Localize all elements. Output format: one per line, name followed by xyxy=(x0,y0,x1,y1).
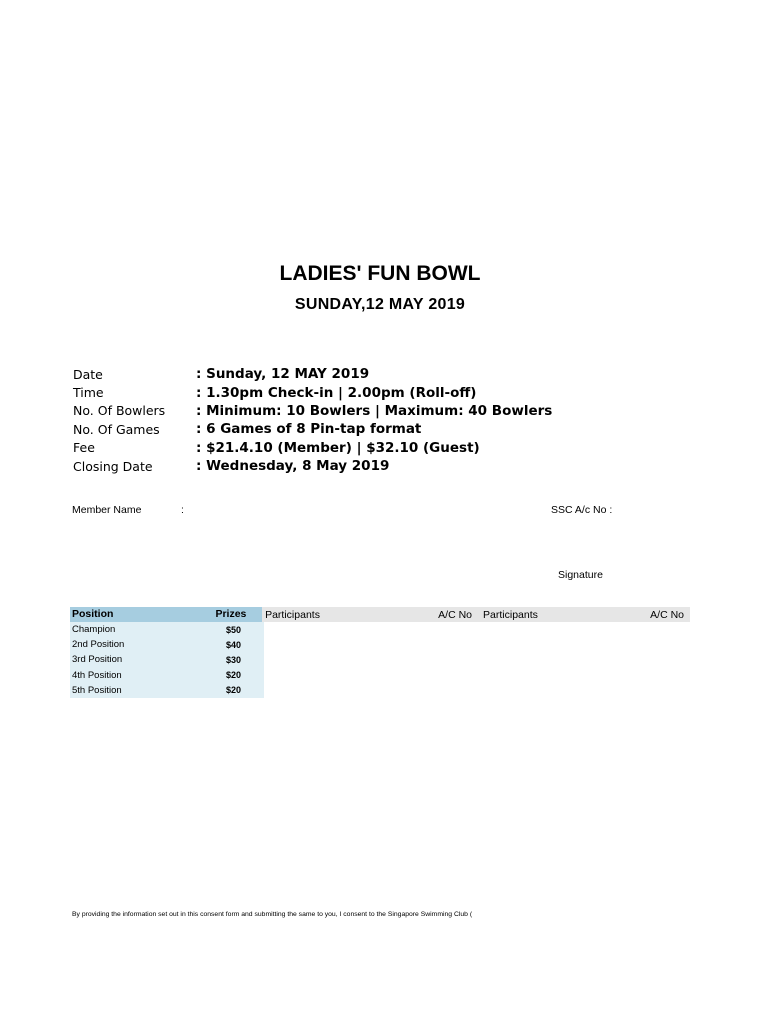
prize-cell: $20 xyxy=(225,685,242,696)
prize-cell: $40 xyxy=(225,639,242,650)
table-row xyxy=(70,652,264,667)
page-subtitle: SUNDAY,12 MAY 2019 xyxy=(294,296,466,313)
signature-label: Signature xyxy=(558,569,603,581)
detail-value: : Wednesday, 8 May 2019 xyxy=(196,458,390,475)
detail-row-date xyxy=(73,365,552,383)
prizes-table xyxy=(70,607,690,698)
table-row xyxy=(70,668,264,683)
table-row xyxy=(70,683,264,698)
detail-label: Time xyxy=(73,385,104,401)
table-header-row xyxy=(70,607,690,622)
position-cell: 3rd Position xyxy=(72,654,123,666)
consent-text: By providing the information set out in this consent form and submitting the same to you, I consent to the Singapore Swimming Club ( xyxy=(72,911,473,918)
detail-label: Date xyxy=(73,366,103,382)
position-cell: 5th Position xyxy=(72,684,122,696)
prize-cell: $50 xyxy=(225,624,242,635)
table-row xyxy=(70,622,264,637)
column-header-participants: Participants xyxy=(483,608,538,621)
prize-cell: $20 xyxy=(225,670,242,681)
ssc-account-label: SSC A/c No : xyxy=(551,504,613,516)
detail-row-games xyxy=(73,420,552,438)
member-name-label: Member Name xyxy=(72,504,142,516)
column-header-participants: Participants xyxy=(265,608,320,621)
column-header-prizes: Prizes xyxy=(200,607,262,622)
detail-label: Fee xyxy=(73,440,95,456)
position-cell: Champion xyxy=(72,624,116,636)
detail-value: : $21.4.10 (Member) | $32.10 (Guest) xyxy=(196,439,480,456)
page-title: LADIES' FUN BOWL xyxy=(279,262,481,285)
column-header-position: Position xyxy=(70,607,200,622)
detail-value: : 1.30pm Check-in | 2.00pm (Roll-off) xyxy=(196,384,477,401)
event-details xyxy=(73,365,552,475)
detail-label: Closing Date xyxy=(73,458,153,474)
member-name-colon: : xyxy=(181,504,184,516)
detail-row-closing-date xyxy=(73,457,552,475)
detail-value: : 6 Games of 8 Pin-tap format xyxy=(196,421,422,438)
column-header-acno: A/C No xyxy=(650,608,684,621)
detail-label: No. Of Games xyxy=(73,421,160,437)
column-header-acno: A/C No xyxy=(438,608,473,621)
prize-cell: $30 xyxy=(225,654,242,665)
detail-label: No. Of Bowlers xyxy=(73,403,166,419)
table-row xyxy=(70,637,264,652)
position-cell: 4th Position xyxy=(72,669,122,681)
position-cell: 2nd Position xyxy=(72,639,125,651)
detail-row-fee xyxy=(73,439,552,457)
detail-row-bowlers xyxy=(73,402,552,420)
detail-value: : Minimum: 10 Bowlers | Maximum: 40 Bowlers xyxy=(196,402,553,419)
detail-value: : Sunday, 12 MAY 2019 xyxy=(196,366,370,383)
detail-row-time xyxy=(73,383,552,401)
table-body xyxy=(70,622,264,698)
